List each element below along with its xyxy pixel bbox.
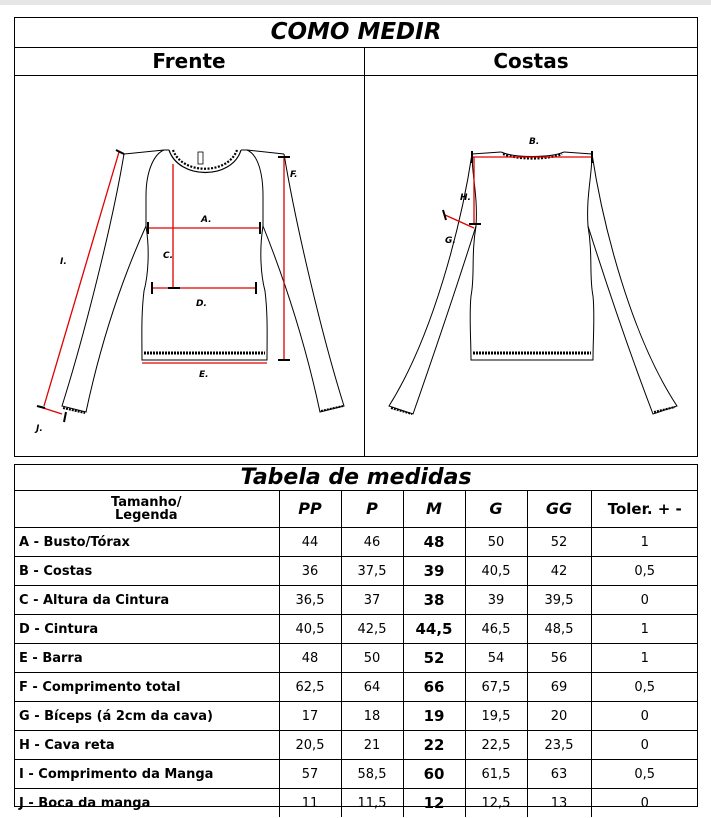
size-value-m: 44,5 bbox=[403, 615, 465, 644]
tolerance-value: 1 bbox=[591, 528, 698, 557]
label-f: F. bbox=[290, 170, 298, 180]
size-value-g: 12,5 bbox=[465, 789, 527, 818]
legend-header bbox=[14, 490, 279, 528]
row-legend: F - Comprimento total bbox=[14, 673, 279, 702]
row-legend: E - Barra bbox=[14, 644, 279, 673]
front-right-sleeve bbox=[263, 154, 344, 412]
size-value-gg: 48,5 bbox=[527, 615, 591, 644]
tolerance-value: 0 bbox=[591, 702, 698, 731]
label-b: B. bbox=[529, 137, 540, 147]
size-value-p: 11,5 bbox=[341, 789, 403, 818]
size-value-pp: 62,5 bbox=[279, 673, 341, 702]
size-header-p: P bbox=[341, 490, 403, 528]
size-value-pp: 36 bbox=[279, 557, 341, 586]
size-value-gg: 69 bbox=[527, 673, 591, 702]
size-value-g: 22,5 bbox=[465, 731, 527, 760]
table-row bbox=[14, 760, 698, 789]
front-body-outline bbox=[142, 150, 267, 360]
legend-header-line1: Tamanho/ bbox=[111, 494, 182, 510]
size-value-g: 61,5 bbox=[465, 760, 527, 789]
tolerance-value: 0 bbox=[591, 789, 698, 818]
row-legend: I - Comprimento da Manga bbox=[14, 760, 279, 789]
size-value-m: 12 bbox=[403, 789, 465, 818]
size-value-pp: 20,5 bbox=[279, 731, 341, 760]
label-a: A. bbox=[201, 215, 212, 225]
size-value-p: 42,5 bbox=[341, 615, 403, 644]
size-value-p: 37,5 bbox=[341, 557, 403, 586]
table-row bbox=[14, 673, 698, 702]
legend-header-line2: Legenda bbox=[114, 507, 178, 523]
size-value-m: 66 bbox=[403, 673, 465, 702]
size-value-gg: 20 bbox=[527, 702, 591, 731]
size-value-g: 67,5 bbox=[465, 673, 527, 702]
tolerance-value: 0 bbox=[591, 731, 698, 760]
front-left-sleeve bbox=[62, 154, 146, 412]
table-row bbox=[14, 557, 698, 586]
size-table bbox=[14, 490, 698, 817]
size-value-m: 38 bbox=[403, 586, 465, 615]
label-g: G. bbox=[445, 236, 456, 246]
size-value-m: 19 bbox=[403, 702, 465, 731]
tolerance-value: 0,5 bbox=[591, 760, 698, 789]
size-value-pp: 44 bbox=[279, 528, 341, 557]
row-legend: A - Busto/Tórax bbox=[14, 528, 279, 557]
row-legend: G - Bíceps (á 2cm da cava) bbox=[14, 702, 279, 731]
table-row bbox=[14, 702, 698, 731]
front-garment-diagram bbox=[14, 76, 364, 456]
tolerance-value: 1 bbox=[591, 644, 698, 673]
size-value-p: 50 bbox=[341, 644, 403, 673]
label-h: H. bbox=[460, 193, 471, 203]
size-value-g: 54 bbox=[465, 644, 527, 673]
size-value-g: 19,5 bbox=[465, 702, 527, 731]
size-header-gg: GG bbox=[527, 490, 591, 528]
size-header-pp: PP bbox=[279, 490, 341, 528]
label-i: I. bbox=[60, 257, 67, 267]
size-value-m: 60 bbox=[403, 760, 465, 789]
size-value-g: 39 bbox=[465, 586, 527, 615]
back-view-label: Costas bbox=[364, 47, 698, 76]
size-value-m: 52 bbox=[403, 644, 465, 673]
label-j: J. bbox=[36, 424, 43, 434]
size-value-p: 21 bbox=[341, 731, 403, 760]
size-value-pp: 48 bbox=[279, 644, 341, 673]
row-legend: H - Cava reta bbox=[14, 731, 279, 760]
label-d: D. bbox=[196, 299, 207, 309]
size-value-pp: 17 bbox=[279, 702, 341, 731]
tolerance-value: 0 bbox=[591, 586, 698, 615]
table-row bbox=[14, 528, 698, 557]
size-value-pp: 36,5 bbox=[279, 586, 341, 615]
size-value-m: 22 bbox=[403, 731, 465, 760]
size-header-g: G bbox=[465, 490, 527, 528]
back-body-outline bbox=[470, 154, 594, 360]
table-row bbox=[14, 731, 698, 760]
row-legend: D - Cintura bbox=[14, 615, 279, 644]
size-value-gg: 56 bbox=[527, 644, 591, 673]
label-e: E. bbox=[199, 370, 209, 380]
table-header-row bbox=[14, 490, 698, 528]
table-row bbox=[14, 644, 698, 673]
back-right-sleeve bbox=[588, 154, 677, 414]
size-value-gg: 42 bbox=[527, 557, 591, 586]
size-value-gg: 39,5 bbox=[527, 586, 591, 615]
row-legend: C - Altura da Cintura bbox=[14, 586, 279, 615]
front-view-label: Frente bbox=[14, 47, 364, 76]
size-value-pp: 57 bbox=[279, 760, 341, 789]
top-edge-strip bbox=[0, 0, 711, 5]
row-legend: B - Costas bbox=[14, 557, 279, 586]
size-value-p: 64 bbox=[341, 673, 403, 702]
table-row bbox=[14, 789, 698, 818]
size-value-p: 18 bbox=[341, 702, 403, 731]
size-value-gg: 52 bbox=[527, 528, 591, 557]
size-value-m: 39 bbox=[403, 557, 465, 586]
size-value-p: 46 bbox=[341, 528, 403, 557]
size-header-m: M bbox=[403, 490, 465, 528]
table-row bbox=[14, 615, 698, 644]
size-value-m: 48 bbox=[403, 528, 465, 557]
size-value-gg: 13 bbox=[527, 789, 591, 818]
size-value-g: 50 bbox=[465, 528, 527, 557]
back-garment-diagram bbox=[365, 76, 698, 456]
size-value-pp: 40,5 bbox=[279, 615, 341, 644]
tolerance-value: 1 bbox=[591, 615, 698, 644]
table-row bbox=[14, 586, 698, 615]
tolerance-header: Toler. + - bbox=[591, 490, 698, 528]
label-c: C. bbox=[163, 251, 174, 261]
size-value-g: 40,5 bbox=[465, 557, 527, 586]
tolerance-value: 0,5 bbox=[591, 673, 698, 702]
size-value-pp: 11 bbox=[279, 789, 341, 818]
size-value-gg: 63 bbox=[527, 760, 591, 789]
size-value-gg: 23,5 bbox=[527, 731, 591, 760]
row-legend: J - Boca da manga bbox=[14, 789, 279, 818]
size-value-p: 37 bbox=[341, 586, 403, 615]
page-title: COMO MEDIR bbox=[14, 17, 698, 48]
size-value-g: 46,5 bbox=[465, 615, 527, 644]
tolerance-value: 0,5 bbox=[591, 557, 698, 586]
size-value-p: 58,5 bbox=[341, 760, 403, 789]
table-title: Tabela de medidas bbox=[14, 464, 698, 491]
